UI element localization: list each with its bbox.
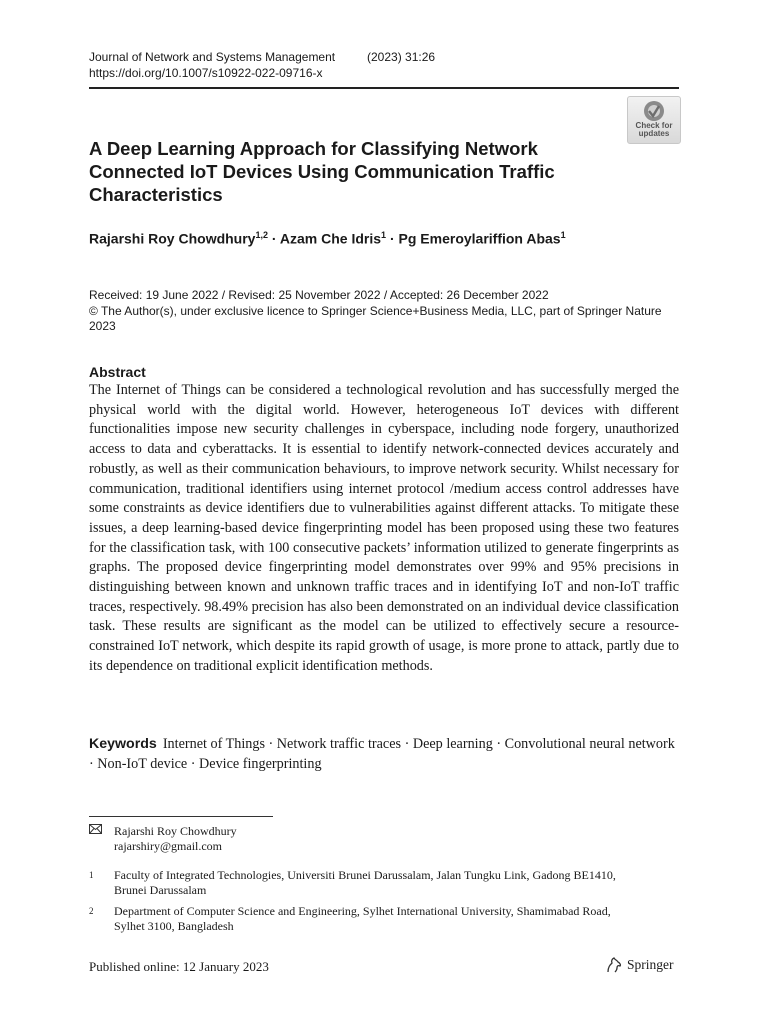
article-dates: Received: 19 June 2022 / Revised: 25 November 2022 / Accepted: 26 December 2022 (89, 288, 549, 302)
corresponding-author-name: Rajarshi Roy Chowdhury (114, 824, 237, 838)
author-affiliation-mark: 1,2 (255, 230, 268, 240)
published-date: Published online: 12 January 2023 (89, 959, 269, 974)
author-affiliation-mark: 1 (381, 230, 387, 240)
abstract-text: The Internet of Things can be considered a technological revolution and has successfully merged the physical world with the digital world. However, heterogeneous IoT devices with different functionalities impose new security challenges in cyberspace, including node forgery, unauthorized access to data and cyberattacks. It is essential to identify network-connected devices accurately and robustly, as well as their communication behaviours, to improve network security. Whilst necessary for communication, traditional identifiers using internet protocol /medium access control addresses have some constraints as device identifiers due to vulnerabilities against different attacks. To mitigate these issues, a deep learning-based device fingerprinting model has been proposed using these two features for the classification task, with 100 consecutive packets’ information utilized to generate fingerprints as graphs. The proposed device fingerprinting model demonstrates over 99% and 95% precisions in distinguishing between known and unknown traffic traces and in identifying IoT and non-IoT traffic traces, respectively. 98.49% precision has also been demonstrated on an individual device classification task. These results are significant as the model can be utilized to effectively secure a resource-constrained IoT network, which despite its rapid growth of usage, is more prone to attack, partly due to its dependence on traditional explicit identification methods. (89, 382, 679, 674)
springer-logo (605, 957, 674, 973)
envelope-icon (89, 824, 109, 839)
copyright-notice: © The Author(s), under exclusive licence to Springer Science+Business Media, LLC, part of Springer Nature 2023 (89, 303, 662, 333)
author-separator: · (267, 230, 280, 247)
author-name[interactable]: Azam Che Idris (279, 230, 382, 247)
badge-label-2: updates (638, 129, 670, 138)
affiliation-1 (89, 868, 634, 898)
footnote-rule (89, 816, 273, 817)
running-header (89, 49, 679, 81)
article-history (89, 288, 679, 335)
keywords-list: Internet of Things · Network traffic traces · Deep learning · Convolutional neural network · Non-IoT device · Device fingerprinting (89, 736, 675, 772)
author-name[interactable]: Rajarshi Roy Chowdhury (89, 230, 256, 247)
doi-link[interactable]: https://doi.org/10.1007/s10922-022-09716-x (89, 66, 323, 80)
affiliation-text: Department of Computer Science and Engineering, Sylhet International University, Shamimabad Road, Sylhet 3100, Bangladesh (114, 904, 611, 933)
affiliation-mark: 2 (89, 906, 94, 916)
affiliation-text: Faculty of Integrated Technologies, Universiti Brunei Darussalam, Jalan Tungku Link, Gadong BE1410, Brunei Darussalam (114, 868, 616, 897)
author-list (89, 230, 566, 247)
badge-label-1: Check for (635, 121, 673, 130)
corresponding-author-email[interactable]: rajarshiry@gmail.com (114, 839, 223, 853)
author-name[interactable]: Pg Emeroylariffion Abas (398, 230, 561, 247)
journal-name: Journal of Network and Systems Management (89, 50, 336, 64)
author-affiliation-mark: 1 (560, 230, 566, 240)
check-for-updates-icon (643, 100, 665, 122)
springer-horse-icon (605, 957, 623, 973)
keywords-heading: Keywords (89, 736, 157, 752)
abstract-heading: Abstract (89, 364, 146, 380)
header-rule (89, 87, 679, 89)
corresponding-author (89, 824, 634, 854)
volume-info: (2023) 31:26 (367, 50, 436, 64)
check-for-updates-badge[interactable] (627, 96, 681, 144)
affiliation-mark: 1 (89, 870, 94, 880)
author-separator: · (386, 230, 399, 247)
affiliation-2 (89, 904, 634, 934)
keywords-section (89, 735, 679, 774)
paper-title: A Deep Learning Approach for Classifying Network Connected IoT Devices Using Communication Traffic Characteristics (89, 138, 555, 205)
publisher-name: Springer (627, 957, 674, 972)
